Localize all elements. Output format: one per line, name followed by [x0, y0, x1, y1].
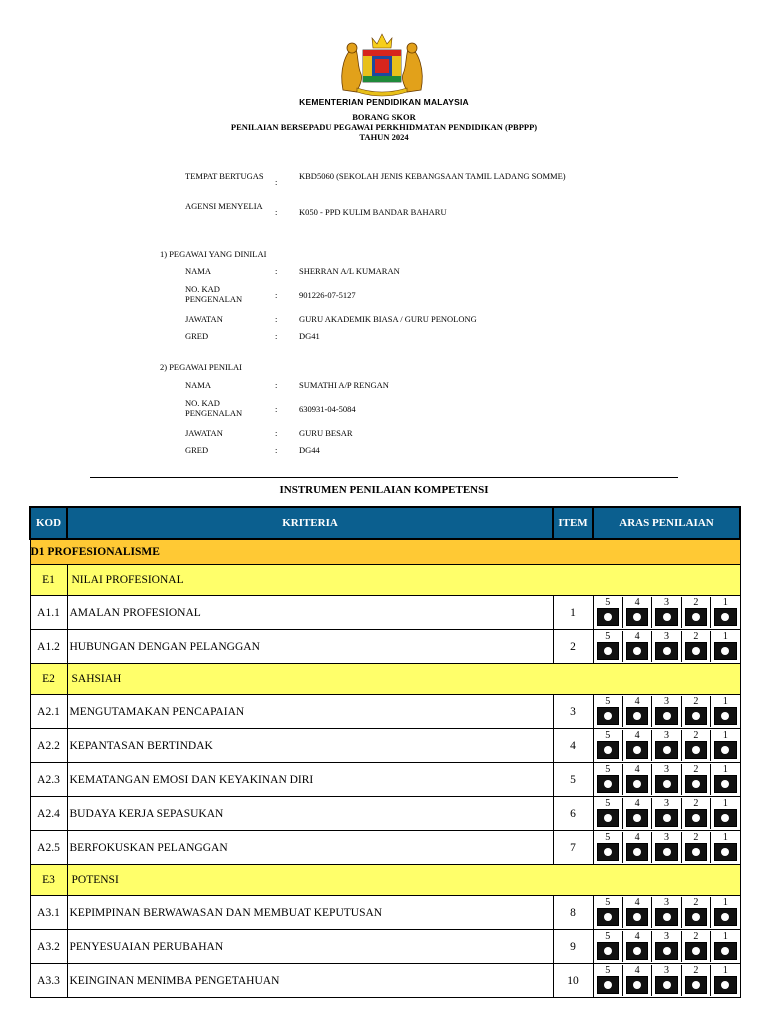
item-number: 2	[553, 630, 593, 664]
rating-checkbox-icon[interactable]	[714, 707, 736, 725]
pegawai-penilai-heading: 2) PEGAWAI PENILAI	[160, 362, 242, 372]
item-number: 5	[553, 763, 593, 797]
field-value: SHERRAN A/L KUMARAN	[299, 266, 400, 276]
rating-option[interactable]	[622, 597, 651, 628]
rating-checkbox-icon[interactable]	[597, 707, 619, 725]
rating-option[interactable]	[710, 798, 739, 829]
rating-checkbox-icon[interactable]	[655, 976, 677, 994]
item-number: 8	[553, 896, 593, 930]
rating-option[interactable]	[594, 931, 622, 962]
colon: :	[275, 380, 278, 390]
field-label: GRED	[185, 445, 209, 455]
penilai-ic-row	[185, 398, 605, 420]
rating-checkbox-icon[interactable]	[655, 775, 677, 793]
colon: :	[275, 445, 278, 455]
criteria-name: BUDAYA KERJA SEPASUKAN	[67, 797, 553, 831]
rating-number: 2	[693, 832, 699, 843]
dinilai-ic-row	[185, 284, 605, 306]
field-value: GURU BESAR	[299, 428, 353, 438]
criteria-code: A1.1	[30, 596, 67, 630]
rating-number: 3	[664, 832, 670, 843]
rating-option[interactable]	[594, 696, 622, 727]
rating-number: 1	[722, 764, 728, 775]
item-number: 4	[553, 729, 593, 763]
rating-checkbox-icon[interactable]	[655, 843, 677, 861]
rating-checkbox-icon[interactable]	[597, 608, 619, 626]
rating-checkbox-icon[interactable]	[626, 707, 648, 725]
domain-row	[30, 539, 740, 565]
field-label: NAMA	[185, 380, 211, 390]
criteria-code: A2.2	[30, 729, 67, 763]
rating-option[interactable]	[594, 764, 622, 795]
rating-checkbox-icon[interactable]	[655, 809, 677, 827]
rating-checkbox-icon[interactable]	[655, 707, 677, 725]
rating-checkbox-icon[interactable]	[655, 642, 677, 660]
rating-number: 3	[664, 965, 670, 976]
field-value: 630931-04-5084	[299, 404, 356, 414]
rating-number: 4	[634, 931, 640, 942]
rating-scale	[593, 896, 740, 930]
criteria-code: A3.1	[30, 896, 67, 930]
rating-option[interactable]	[651, 696, 680, 727]
form-title	[0, 112, 768, 142]
rating-number: 5	[605, 832, 611, 843]
rating-option[interactable]	[594, 730, 622, 761]
field-label: NO. KAD PENGENALAN	[185, 284, 243, 304]
criteria-code: A1.2	[30, 630, 67, 664]
rating-checkbox-icon[interactable]	[685, 775, 707, 793]
dinilai-gred-row	[185, 331, 605, 343]
rating-checkbox-icon[interactable]	[685, 843, 707, 861]
rating-number: 2	[693, 897, 699, 908]
item-number: 7	[553, 831, 593, 865]
rating-number: 2	[693, 965, 699, 976]
rating-option[interactable]	[651, 965, 680, 996]
rating-checkbox-icon[interactable]	[685, 976, 707, 994]
rating-option[interactable]	[681, 931, 710, 962]
rating-number: 2	[693, 931, 699, 942]
criteria-name: KEINGINAN MENIMBA PENGETAHUAN	[67, 964, 553, 998]
field-value: GURU AKADEMIK BIASA / GURU PENOLONG	[299, 314, 477, 324]
rating-option[interactable]	[710, 965, 739, 996]
rating-number: 5	[605, 764, 611, 775]
rating-checkbox-icon[interactable]	[714, 843, 736, 861]
rating-checkbox-icon[interactable]	[714, 608, 736, 626]
rating-checkbox-icon[interactable]	[626, 741, 648, 759]
penilai-nama-row	[185, 380, 605, 392]
rating-number: 2	[693, 696, 699, 707]
rating-checkbox-icon[interactable]	[685, 942, 707, 960]
rating-option[interactable]	[622, 730, 651, 761]
rating-number: 4	[634, 631, 640, 642]
field-label: JAWATAN	[185, 314, 223, 324]
criteria-row	[30, 630, 740, 664]
competency-table	[29, 506, 741, 998]
rating-option[interactable]	[622, 832, 651, 863]
penilai-jawatan-row	[185, 428, 605, 440]
dinilai-jawatan-row	[185, 314, 605, 326]
rating-number: 1	[722, 965, 728, 976]
rating-option[interactable]	[594, 798, 622, 829]
rating-number: 2	[693, 597, 699, 608]
subsection-name: NILAI PROFESIONAL	[67, 565, 740, 596]
rating-number: 2	[693, 764, 699, 775]
field-label: NO. KAD PENGENALAN	[185, 398, 243, 418]
rating-number: 3	[664, 897, 670, 908]
rating-option[interactable]	[622, 696, 651, 727]
rating-scale	[593, 831, 740, 865]
rating-number: 4	[634, 730, 640, 741]
rating-number: 1	[722, 798, 728, 809]
coat-of-arms-logo	[337, 30, 427, 98]
rating-number: 4	[634, 696, 640, 707]
criteria-row	[30, 596, 740, 630]
rating-option[interactable]	[651, 832, 680, 863]
subsection-code: E3	[30, 865, 67, 896]
rating-checkbox-icon[interactable]	[597, 775, 619, 793]
rating-checkbox-icon[interactable]	[685, 707, 707, 725]
rating-number: 5	[605, 931, 611, 942]
rating-checkbox-icon[interactable]	[685, 908, 707, 926]
rating-option[interactable]	[651, 764, 680, 795]
rating-checkbox-icon[interactable]	[597, 942, 619, 960]
rating-number: 1	[722, 931, 728, 942]
table-header-row	[30, 507, 740, 539]
rating-number: 5	[605, 696, 611, 707]
criteria-code: A3.2	[30, 930, 67, 964]
rating-number: 5	[605, 730, 611, 741]
criteria-code: A2.1	[30, 695, 67, 729]
rating-scale	[593, 695, 740, 729]
criteria-name: BERFOKUSKAN PELANGGAN	[67, 831, 553, 865]
domain-label: D1 PROFESIONALISME	[30, 539, 740, 565]
agensi-value: K050 - PPD KULIM BANDAR BAHARU	[299, 207, 447, 217]
rating-option[interactable]	[681, 631, 710, 662]
criteria-row	[30, 831, 740, 865]
criteria-name: KEPANTASAN BERTINDAK	[67, 729, 553, 763]
rating-option[interactable]	[710, 764, 739, 795]
colon: :	[275, 207, 278, 217]
rating-option[interactable]	[622, 897, 651, 928]
rating-option[interactable]	[710, 931, 739, 962]
rating-number: 2	[693, 798, 699, 809]
rating-scale	[593, 797, 740, 831]
pegawai-dinilai-heading: 1) PEGAWAI YANG DINILAI	[160, 249, 267, 259]
rating-number: 4	[634, 832, 640, 843]
rating-option[interactable]	[622, 631, 651, 662]
rating-number: 4	[634, 597, 640, 608]
rating-number: 4	[634, 798, 640, 809]
rating-option[interactable]	[651, 798, 680, 829]
rating-number: 5	[605, 965, 611, 976]
rating-checkbox-icon[interactable]	[685, 642, 707, 660]
rating-checkbox-icon[interactable]	[685, 809, 707, 827]
subsection-code: E2	[30, 664, 67, 695]
colon: :	[275, 314, 278, 324]
item-number: 6	[553, 797, 593, 831]
field-label: NAMA	[185, 266, 211, 276]
rating-number: 5	[605, 631, 611, 642]
agensi-label: AGENSI MENYELIA	[185, 201, 263, 211]
header-item: ITEM	[553, 507, 593, 539]
field-value: SUMATHI A/P RENGAN	[299, 380, 389, 390]
rating-checkbox-icon[interactable]	[714, 741, 736, 759]
rating-checkbox-icon[interactable]	[626, 908, 648, 926]
rating-checkbox-icon[interactable]	[655, 608, 677, 626]
rating-scale	[593, 596, 740, 630]
criteria-row	[30, 797, 740, 831]
rating-option[interactable]	[681, 897, 710, 928]
rating-checkbox-icon[interactable]	[597, 843, 619, 861]
rating-option[interactable]	[710, 730, 739, 761]
subsection-name: SAHSIAH	[67, 664, 740, 695]
item-number: 1	[553, 596, 593, 630]
field-value: DG44	[299, 445, 320, 455]
criteria-code: A2.5	[30, 831, 67, 865]
header-aras: ARAS PENILAIAN	[593, 507, 740, 539]
rating-number: 1	[722, 696, 728, 707]
rating-option[interactable]	[681, 798, 710, 829]
field-value: DG41	[299, 331, 320, 341]
field-value: 901226-07-5127	[299, 290, 356, 300]
rating-checkbox-icon[interactable]	[597, 908, 619, 926]
rating-checkbox-icon[interactable]	[714, 908, 736, 926]
rating-checkbox-icon[interactable]	[597, 976, 619, 994]
rating-checkbox-icon[interactable]	[714, 809, 736, 827]
rating-option[interactable]	[681, 730, 710, 761]
rating-option[interactable]	[681, 597, 710, 628]
penilai-gred-row	[185, 445, 605, 457]
divider	[90, 477, 678, 478]
criteria-name: KEPIMPINAN BERWAWASAN DAN MEMBUAT KEPUTUSAN	[67, 896, 553, 930]
colon: :	[275, 290, 278, 300]
rating-checkbox-icon[interactable]	[714, 775, 736, 793]
rating-option[interactable]	[651, 897, 680, 928]
rating-number: 5	[605, 597, 611, 608]
rating-number: 1	[722, 897, 728, 908]
criteria-code: A3.3	[30, 964, 67, 998]
tempat-label: TEMPAT BERTUGAS	[185, 171, 264, 181]
rating-number: 3	[664, 696, 670, 707]
item-number: 10	[553, 964, 593, 998]
rating-number: 3	[664, 931, 670, 942]
criteria-row	[30, 729, 740, 763]
criteria-row	[30, 896, 740, 930]
rating-checkbox-icon[interactable]	[626, 775, 648, 793]
rating-checkbox-icon[interactable]	[714, 942, 736, 960]
rating-option[interactable]	[622, 965, 651, 996]
rating-checkbox-icon[interactable]	[626, 642, 648, 660]
rating-checkbox-icon[interactable]	[626, 942, 648, 960]
rating-number: 4	[634, 764, 640, 775]
rating-option[interactable]	[710, 897, 739, 928]
rating-option[interactable]	[710, 832, 739, 863]
rating-number: 3	[664, 631, 670, 642]
rating-option[interactable]	[681, 832, 710, 863]
rating-option[interactable]	[594, 597, 622, 628]
subsection-code: E1	[30, 565, 67, 596]
rating-checkbox-icon[interactable]	[626, 809, 648, 827]
rating-number: 5	[605, 798, 611, 809]
rating-scale	[593, 964, 740, 998]
rating-checkbox-icon[interactable]	[597, 809, 619, 827]
ministry-name: KEMENTERIAN PENDIDIKAN MALAYSIA	[299, 97, 469, 107]
colon: :	[275, 428, 278, 438]
rating-option[interactable]	[622, 764, 651, 795]
subsection-row	[30, 865, 740, 896]
criteria-code: A2.3	[30, 763, 67, 797]
form-title-line: TAHUN 2024	[359, 132, 409, 142]
field-label: GRED	[185, 331, 209, 341]
subsection-row	[30, 565, 740, 596]
criteria-code: A2.4	[30, 797, 67, 831]
field-label: JAWATAN	[185, 428, 223, 438]
criteria-name: AMALAN PROFESIONAL	[67, 596, 553, 630]
criteria-name: KEMATANGAN EMOSI DAN KEYAKINAN DIRI	[67, 763, 553, 797]
subsection-name: POTENSI	[67, 865, 740, 896]
agensi-row	[185, 201, 605, 225]
colon: :	[275, 331, 278, 341]
rating-option[interactable]	[651, 931, 680, 962]
criteria-row	[30, 763, 740, 797]
rating-number: 5	[605, 897, 611, 908]
item-number: 3	[553, 695, 593, 729]
rating-checkbox-icon[interactable]	[626, 843, 648, 861]
rating-number: 1	[722, 631, 728, 642]
rating-option[interactable]	[594, 897, 622, 928]
rating-scale	[593, 630, 740, 664]
rating-option[interactable]	[651, 631, 680, 662]
rating-number: 2	[693, 631, 699, 642]
rating-option[interactable]	[622, 798, 651, 829]
rating-option[interactable]	[681, 696, 710, 727]
rating-checkbox-icon[interactable]	[655, 942, 677, 960]
rating-option[interactable]	[594, 832, 622, 863]
rating-checkbox-icon[interactable]	[655, 908, 677, 926]
rating-number: 1	[722, 730, 728, 741]
rating-option[interactable]	[710, 597, 739, 628]
tempat-bertugas-row	[185, 171, 605, 195]
rating-checkbox-icon[interactable]	[597, 642, 619, 660]
colon: :	[275, 404, 278, 414]
form-title-line: PENILAIAN BERSEPADU PEGAWAI PERKHIDMATAN PENDIDIKAN (PBPPP)	[230, 122, 538, 132]
instrument-title: INSTRUMEN PENILAIAN KOMPETENSI	[279, 484, 489, 496]
header-kod: KOD	[30, 507, 67, 539]
rating-option[interactable]	[594, 631, 622, 662]
criteria-name: PENYESUAIAN PERUBAHAN	[67, 930, 553, 964]
rating-checkbox-icon[interactable]	[685, 608, 707, 626]
rating-number: 3	[664, 764, 670, 775]
colon: :	[275, 266, 278, 276]
criteria-name: HUBUNGAN DENGAN PELANGGAN	[67, 630, 553, 664]
rating-option[interactable]	[651, 597, 680, 628]
rating-number: 4	[634, 897, 640, 908]
rating-option[interactable]	[681, 965, 710, 996]
header-kriteria: KRITERIA	[67, 507, 553, 539]
rating-number: 3	[664, 597, 670, 608]
rating-checkbox-icon[interactable]	[626, 608, 648, 626]
rating-checkbox-icon[interactable]	[626, 976, 648, 994]
criteria-row	[30, 930, 740, 964]
rating-checkbox-icon[interactable]	[655, 741, 677, 759]
colon: :	[275, 177, 278, 187]
rating-number: 2	[693, 730, 699, 741]
rating-option[interactable]	[710, 631, 739, 662]
rating-checkbox-icon[interactable]	[714, 976, 736, 994]
rating-number: 1	[722, 832, 728, 843]
rating-scale	[593, 729, 740, 763]
rating-scale	[593, 763, 740, 797]
rating-option[interactable]	[594, 965, 622, 996]
rating-number: 1	[722, 597, 728, 608]
rating-number: 3	[664, 798, 670, 809]
rating-checkbox-icon[interactable]	[597, 741, 619, 759]
rating-checkbox-icon[interactable]	[685, 741, 707, 759]
subsection-row	[30, 664, 740, 695]
rating-option[interactable]	[622, 931, 651, 962]
rating-scale	[593, 930, 740, 964]
rating-number: 4	[634, 965, 640, 976]
tempat-value: KBD5060 (SEKOLAH JENIS KEBANGSAAN TAMIL LADANG SOMME)	[299, 171, 566, 181]
rating-option[interactable]	[651, 730, 680, 761]
form-title-line: BORANG SKOR	[352, 112, 416, 122]
criteria-row	[30, 695, 740, 729]
criteria-row	[30, 964, 740, 998]
rating-number: 3	[664, 730, 670, 741]
criteria-name: MENGUTAMAKAN PENCAPAIAN	[67, 695, 553, 729]
item-number: 9	[553, 930, 593, 964]
rating-option[interactable]	[681, 764, 710, 795]
rating-checkbox-icon[interactable]	[714, 642, 736, 660]
rating-option[interactable]	[710, 696, 739, 727]
dinilai-nama-row	[185, 266, 605, 278]
